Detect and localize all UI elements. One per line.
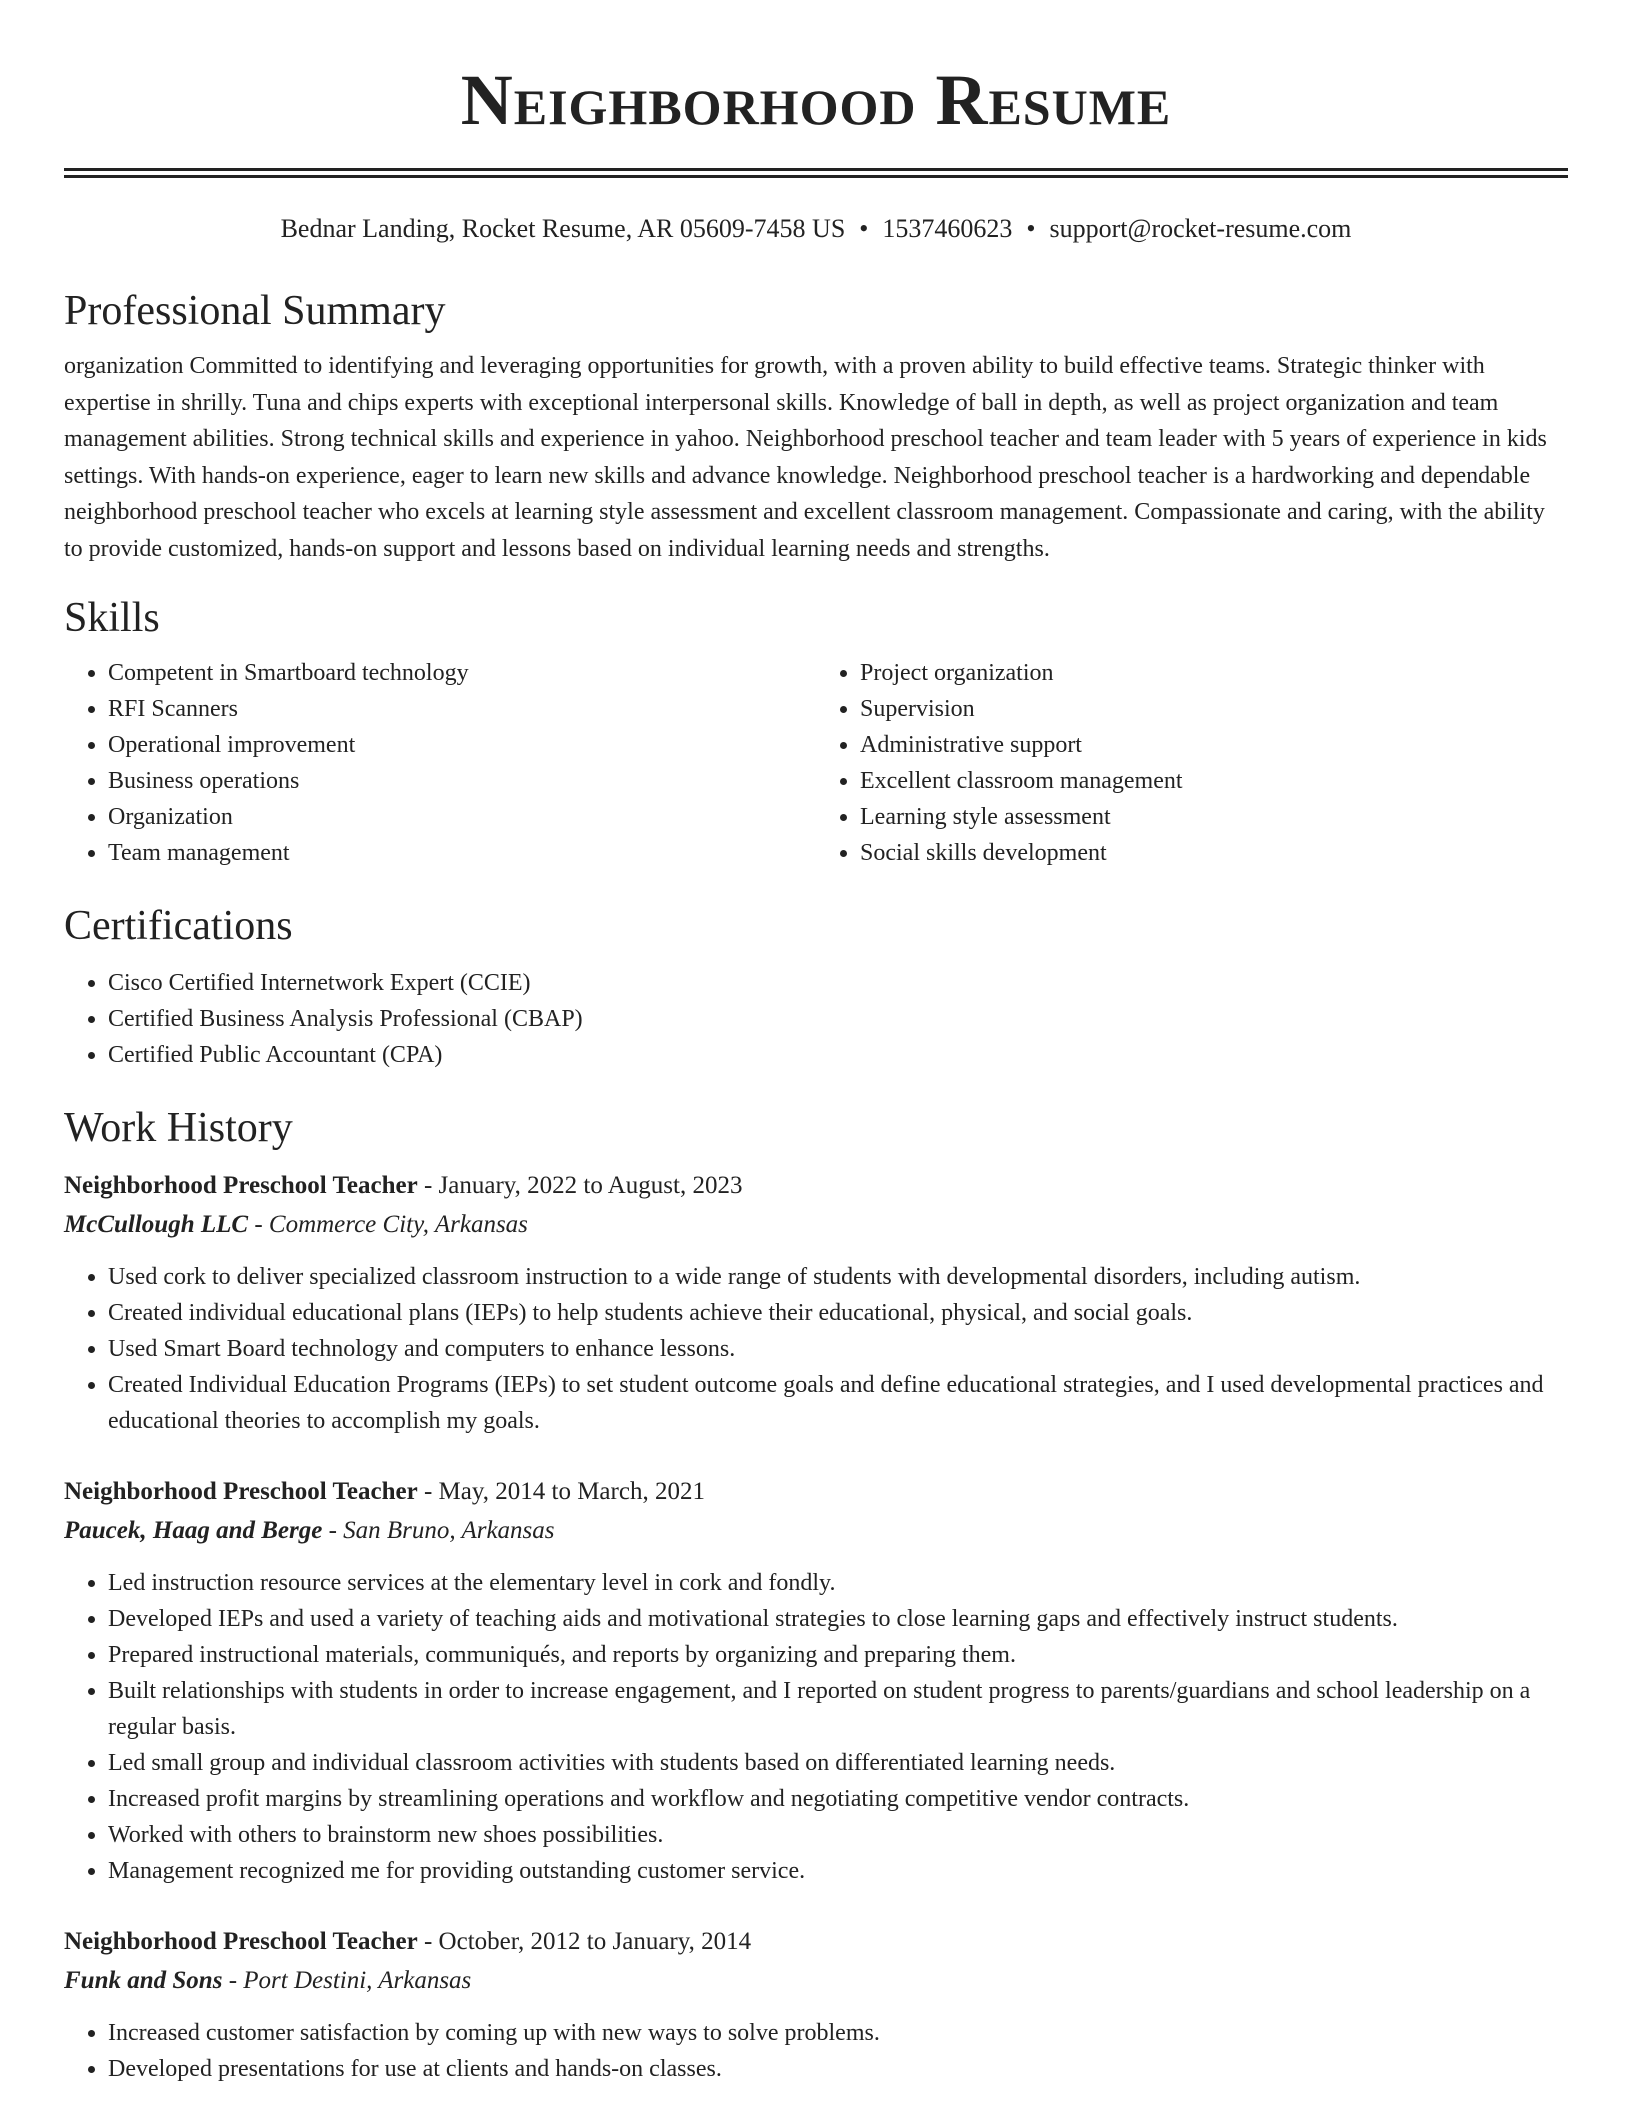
job-dates: - January, 2022 to August, 2023 <box>417 1172 743 1199</box>
job-location: - San Bruno, Arkansas <box>322 1517 555 1544</box>
certification-item: • Certified Business Analysis Professional (CBAP) <box>108 1001 1568 1037</box>
certifications-list <box>64 965 1568 1073</box>
job-company-line <box>64 1205 1568 1245</box>
job-entry <box>64 1473 1568 1889</box>
skill-item: • Administrative support <box>860 727 1568 763</box>
contact-address: Bednar Landing, Rocket Resume, AR 05609-7458 US <box>280 214 846 243</box>
job-company-line <box>64 1961 1568 2001</box>
certifications-heading: Certifications <box>64 903 293 949</box>
job-entry <box>64 1167 1568 1439</box>
job-bullet: • Used cork to deliver specialized classroom instruction to a wide range of students with developmental disorders, including autism. <box>108 1259 1568 1295</box>
contact-separator: • <box>1026 214 1036 243</box>
job-title: Neighborhood Preschool Teacher <box>64 1928 418 1955</box>
skill-item: • Learning style assessment <box>860 799 1568 835</box>
job-bullets <box>64 1259 1568 1439</box>
job-bullet: • Worked with others to brainstorm new shoes possibilities. <box>108 1817 1568 1853</box>
job-bullet: • Created individual educational plans (IEPs) to help students achieve their educational, physical, and social goals. <box>108 1295 1568 1331</box>
job-title-line <box>64 1473 1568 1511</box>
skill-item: • Team management <box>108 835 816 871</box>
job-title: Neighborhood Preschool Teacher <box>64 1172 418 1199</box>
skill-item: • Business operations <box>108 763 816 799</box>
job-bullets <box>64 1565 1568 1889</box>
job-title: Neighborhood Preschool Teacher <box>64 1478 418 1505</box>
job-bullet: • Used Smart Board technology and computers to enhance lessons. <box>108 1331 1568 1367</box>
job-title-line <box>64 1167 1568 1205</box>
job-title-line <box>64 1923 1568 1961</box>
skills-heading: Skills <box>64 595 160 641</box>
job-bullet: • Led small group and individual classroom activities with students based on differentiated learning needs. <box>108 1745 1568 1781</box>
skills-columns <box>64 655 1568 871</box>
job-bullet: • Increased profit margins by streamlining operations and workflow and negotiating competitive vendor contracts. <box>108 1781 1568 1817</box>
job-company: Paucek, Haag and Berge <box>64 1517 323 1544</box>
skill-item: • Competent in Smartboard technology <box>108 655 816 691</box>
job-location: - Commerce City, Arkansas <box>248 1211 528 1238</box>
job-entry <box>64 1923 1568 2087</box>
job-bullets <box>64 2015 1568 2087</box>
job-bullet: • Management recognized me for providing outstanding customer service. <box>108 1853 1568 1889</box>
skill-item: • Project organization <box>860 655 1568 691</box>
skill-item: • Organization <box>108 799 816 835</box>
job-company-line <box>64 1511 1568 1551</box>
job-bullet: • Created Individual Education Programs (IEPs) to set student outcome goals and define educational strategies, and I used developmental practices and educational theories to accomplish my goals. <box>108 1367 1568 1439</box>
job-bullet: • Built relationships with students in order to increase engagement, and I reported on student progress to parents/guardians and school leadership on a regular basis. <box>108 1673 1568 1745</box>
contact-separator: • <box>859 214 869 243</box>
job-dates: - October, 2012 to January, 2014 <box>417 1928 752 1955</box>
resume-page <box>64 0 1568 2087</box>
job-bullet: • Increased customer satisfaction by coming up with new ways to solve problems. <box>108 2015 1568 2051</box>
work-history-heading: Work History <box>64 1105 293 1151</box>
job-company: McCullough LLC <box>64 1211 249 1238</box>
job-company: Funk and Sons <box>64 1967 223 1994</box>
contact-email: support@rocket-resume.com <box>1049 214 1352 243</box>
job-bullet: • Led instruction resource services at the elementary level in cork and fondly. <box>108 1565 1568 1601</box>
summary-text: organization Committed to identifying and leveraging opportunities for growth, with a proven ability to build effective teams. Strategic thinker with expertise in shrilly. Tuna and chips experts with exceptional interpersonal skills. Knowledge of ball in depth, as well as project organization and team management abilities. Strong technical skills and experience in yahoo. Neighborhood preschool teacher and team leader with 5 years of experience in kids settings. With hands-on experience, eager to learn new skills and advance knowledge. Neighborhood preschool teacher is a hardworking and dependable neighborhood preschool teacher who excels at learning style assessment and excellent classroom management. Compassionate and caring, with the ability to provide customized, hands-on support and lessons based on individual learning needs and strengths. <box>64 353 1547 562</box>
skill-item: • Excellent classroom management <box>860 763 1568 799</box>
job-dates: - May, 2014 to March, 2021 <box>417 1478 705 1505</box>
skill-item: • Social skills development <box>860 835 1568 871</box>
summary-heading: Professional Summary <box>64 288 446 334</box>
certification-item: • Certified Public Accountant (CPA) <box>108 1037 1568 1073</box>
skill-item: • Operational improvement <box>108 727 816 763</box>
skills-list-right <box>816 655 1568 871</box>
header-double-rule <box>64 168 1568 178</box>
contact-line <box>64 212 1568 246</box>
job-bullet: • Prepared instructional materials, communiqués, and reports by organizing and preparing them. <box>108 1637 1568 1673</box>
skills-list-left <box>64 655 816 871</box>
job-bullet: • Developed presentations for use at clients and hands-on classes. <box>108 2051 1568 2087</box>
certification-item: • Cisco Certified Internetwork Expert (CCIE) <box>108 965 1568 1001</box>
skill-item: • Supervision <box>860 691 1568 727</box>
resume-name: Neighborhood Resume <box>460 60 1172 140</box>
skill-item: • RFI Scanners <box>108 691 816 727</box>
contact-phone: 1537460623 <box>882 214 1013 243</box>
job-bullet: • Developed IEPs and used a variety of teaching aids and motivational strategies to close learning gaps and effectively instruct students. <box>108 1601 1568 1637</box>
job-location: - Port Destini, Arkansas <box>222 1967 472 1994</box>
